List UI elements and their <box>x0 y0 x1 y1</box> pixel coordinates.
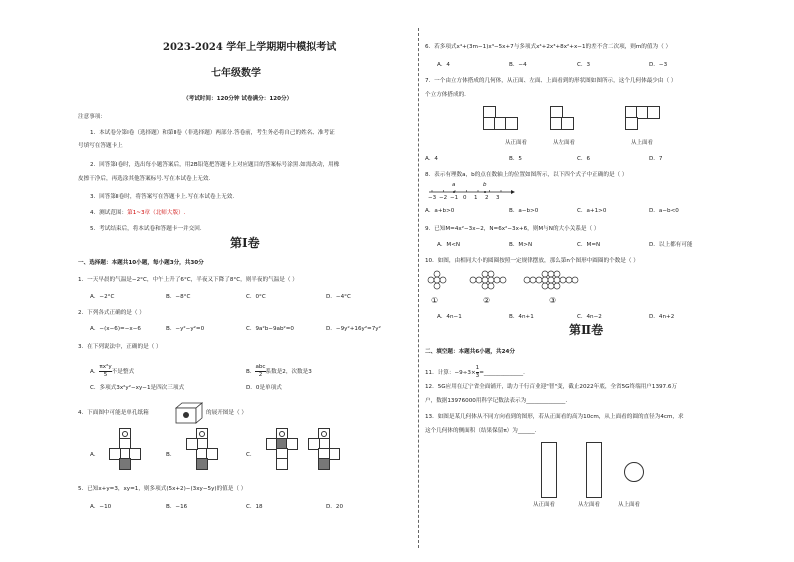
q3-b-num: abc <box>255 364 266 370</box>
q8-tick-label: −1 <box>450 195 459 201</box>
q4-option-b: B． <box>166 452 176 458</box>
q10-stem: 10．如图，由相同大小的圆圈按照一定规律摆放，那么第n个图形中圆圈的个数是（ ） <box>425 258 639 264</box>
q6-option-c: C．3 <box>577 62 591 68</box>
q6-option-b: B．−4 <box>509 62 527 68</box>
hole-icon <box>279 431 285 437</box>
q3-a-letter: A． <box>90 369 100 375</box>
q13-top-view-circle <box>624 462 644 482</box>
hole-icon <box>199 431 205 437</box>
q10-pattern-label: ① <box>431 296 439 305</box>
q7-stem: 7．一个由立方体搭成的几何体，从正面、左面、上面看到的形状图如图所示，这个几何体最少由（ ） <box>425 78 677 84</box>
view-cell <box>647 106 660 119</box>
left-column <box>78 0 413 562</box>
q3-b-letter: B． <box>246 369 256 375</box>
q3-a-fraction <box>99 364 111 379</box>
q5-stem: 5．已知x+y=3，xy=1，则多项式(5x+2)−(3xy−5y)的值是（ ） <box>78 486 247 492</box>
q12-stem-2: 户，数据13976000用科学记数法表示为______________. <box>425 398 568 404</box>
part2-section: 二、填空题：本题共6小题，共24分 <box>425 349 515 355</box>
q9-option-d: D．以上都有可能 <box>649 242 693 248</box>
q8-tick-label: −3 <box>428 195 437 201</box>
net-b-cell <box>196 458 208 470</box>
q8-point-a-label: a <box>452 182 456 188</box>
notes-heading: 注意事项： <box>78 114 106 120</box>
net-c-cell <box>276 458 288 470</box>
q8-tick-label: 2 <box>485 195 489 201</box>
q7-option-c: C．6 <box>577 156 591 162</box>
q1-option-a: A．−2°C <box>90 294 115 300</box>
q11-stem <box>425 365 525 380</box>
q5-option-c: C．18 <box>246 504 263 510</box>
view-cell <box>561 117 574 130</box>
q7-option-a: A．4 <box>425 156 438 162</box>
q3-a-tail: 不是整式 <box>111 369 135 375</box>
q3-stem: 3．在下列说法中，正确的是（ ） <box>78 344 162 350</box>
q9-stem: 9．已知M=4x²−3x−2，N=6x²−3x+6，则M与N的大小关系是（ ） <box>425 226 600 232</box>
exam-subject: 七年级数学 <box>211 68 261 79</box>
q4-option-c: C． <box>246 452 256 458</box>
q8-point-b-label: b <box>483 182 487 188</box>
q4-stem: 4．下面图中可能是单孔纸箱 <box>78 410 149 416</box>
q7-front-label: 从正面看 <box>505 140 528 146</box>
q4-stem-tail: 的展开图是（ ） <box>206 410 247 416</box>
q5-option-b: B．−16 <box>166 504 188 510</box>
q8-stem: 8．表示有理数a，b的点在数轴上的位置如图所示，以下四个式子中正确的是（ ） <box>425 172 628 178</box>
q4-option-a: A． <box>90 452 100 458</box>
q11-den: 3 <box>475 373 480 379</box>
view-cell <box>505 117 518 130</box>
q13-front-view-rect <box>541 442 557 498</box>
note-4-range: 第1~3章（北师大版）. <box>127 210 186 216</box>
q7-option-b: B．5 <box>509 156 522 162</box>
q4-box-illustration <box>174 402 204 424</box>
q11-num: 1 <box>475 365 480 371</box>
q3-option-d: D．0是单项式 <box>246 385 282 391</box>
view-cell <box>625 117 638 130</box>
q7-option-d: D．7 <box>649 156 663 162</box>
q8-tick-label: 3 <box>496 195 500 201</box>
q11-lead: 11．计算：−9÷3× <box>425 370 476 376</box>
q2-stem: 2．下列各式正确的是（ ） <box>78 310 145 316</box>
q5-option-a: A．−10 <box>90 504 112 510</box>
q8-option-c: C．a+1>0 <box>577 208 607 214</box>
q5-option-d: D．20 <box>326 504 344 510</box>
q13-stem-2: 这个几何体的侧面积（结果保留π）为______. <box>425 428 537 434</box>
column-divider <box>418 28 419 548</box>
q8-option-a: A．a+b>0 <box>425 208 455 214</box>
q3-a-den: 5 <box>103 372 108 378</box>
note-1a: 1．本试卷分第Ⅰ卷（选择题）和第Ⅱ卷（非选择题）两部分.答卷前，考生务必将自己的姓名、准考证 <box>90 130 335 136</box>
q1-option-c: C．0°C <box>246 294 266 300</box>
q2-option-c: C．9a²b−9ab²=0 <box>246 326 294 332</box>
q10-option-c: C．4n−2 <box>577 314 602 320</box>
q11-tail: =______________. <box>479 370 525 376</box>
right-column <box>425 0 715 562</box>
q3-option-c: C．多项式3x²y²−xy−1是四次三项式 <box>90 385 185 391</box>
q6-option-a: A．4 <box>437 62 450 68</box>
exam-title: 2023-2024 学年上学期期中模拟考试 <box>163 42 337 53</box>
q13-left-label: 从左面看 <box>578 502 601 508</box>
q7-top-label: 从上面看 <box>631 140 654 146</box>
q7-stem-cont: 个立方体搭成的. <box>425 92 466 98</box>
q10-option-d: D．4n+2 <box>649 314 675 320</box>
q3-a-num: πx²y <box>99 364 112 370</box>
q3-b-fraction <box>255 364 265 379</box>
q3-option-a <box>90 364 134 379</box>
q2-option-d: D．−9y²+16y²=7y² <box>326 326 381 332</box>
q10-circle-patterns <box>425 268 605 310</box>
net-a-cell <box>119 458 131 470</box>
q9-option-a: A．M<N <box>437 242 461 248</box>
q10-pattern-label: ② <box>483 296 491 305</box>
note-3: 3．回答第Ⅱ卷时，将答案写在答题卡上.写在本试卷上无效. <box>90 194 235 200</box>
net-b-cell <box>186 438 198 450</box>
note-4-prefix: 4．测试范围： <box>90 210 128 216</box>
hole-icon <box>321 431 327 437</box>
q8-option-d: D．a−b<0 <box>649 208 679 214</box>
note-5: 5．考试结束后，将本试卷和答题卡一并交回. <box>90 226 202 232</box>
q12-stem-1: 12．5G应用在辽宁省全面铺开，助力千行百业迎"智"变，截止2022年底，全省5G终端用户1397.6万 <box>425 384 678 390</box>
q1-option-b: B．−8°C <box>166 294 191 300</box>
q9-option-b: B．M>N <box>509 242 533 248</box>
note-1b: 号填写在答题卡上 <box>78 143 123 149</box>
q8-number-line <box>427 184 517 204</box>
note-2a: 2．回答第Ⅰ卷时，选出每小题答案后，用2B铅笔把答题卡上对应题目的答案标号涂黑.如需改动，用橡 <box>90 162 340 168</box>
q13-left-view-rect <box>586 442 602 498</box>
note-4 <box>90 210 185 217</box>
q13-front-label: 从正面看 <box>533 502 556 508</box>
q9-option-c: C．M=N <box>577 242 601 248</box>
q10-option-b: B．4n+1 <box>509 314 534 320</box>
q8-tick-label: 1 <box>474 195 478 201</box>
q7-left-label: 从左面看 <box>553 140 576 146</box>
q13-stem-1: 13．如图是某几何体从不同方向看到的图形，若从正面看的高为10cm，从上面看的圆的直径为4cm，求 <box>425 414 684 420</box>
q2-option-b: B．−y²−y²=0 <box>166 326 205 332</box>
note-2b: 皮擦干净后，再选涂其他答案标号.写在本试卷上无效. <box>78 176 211 182</box>
part2-heading: 第Ⅱ卷 <box>569 323 604 337</box>
part1-section: 一、选择题：本题共10小题，每小题3分，共30分 <box>78 260 204 266</box>
q10-option-a: A．4n−1 <box>437 314 462 320</box>
q1-option-d: D．−4°C <box>326 294 351 300</box>
q13-top-label: 从上面看 <box>618 502 641 508</box>
q10-pattern-label: ③ <box>549 296 557 305</box>
q3-option-b <box>246 364 312 379</box>
hole-icon <box>122 431 128 437</box>
exam-info: （考试时间：120分钟 试卷满分：120分） <box>183 96 293 102</box>
q1-stem: 1．一天早晨的气温是−2°C，中午上升了6°C，半夜又下降了8°C，则半夜的气温是（ ） <box>78 277 298 283</box>
q3-b-tail: 系数是2，次数是3 <box>265 369 312 375</box>
net-d-cell <box>318 458 330 470</box>
q8-option-b: B．a−b>0 <box>509 208 539 214</box>
part1-heading: 第Ⅰ卷 <box>230 236 260 250</box>
q3-b-den: 2 <box>258 372 263 378</box>
q8-tick-label: −2 <box>439 195 448 201</box>
q2-option-a: A．−(x−6)=−x−6 <box>90 326 141 332</box>
q6-stem: 6．若多项式x⁴+(3m−1)x³−5x+7与多项式x⁴+2x³+8x²+x−1的差不含二次项，则m的值为（ ） <box>425 44 672 50</box>
q8-tick-label: 0 <box>463 195 467 201</box>
q6-option-d: D．−3 <box>649 62 668 68</box>
